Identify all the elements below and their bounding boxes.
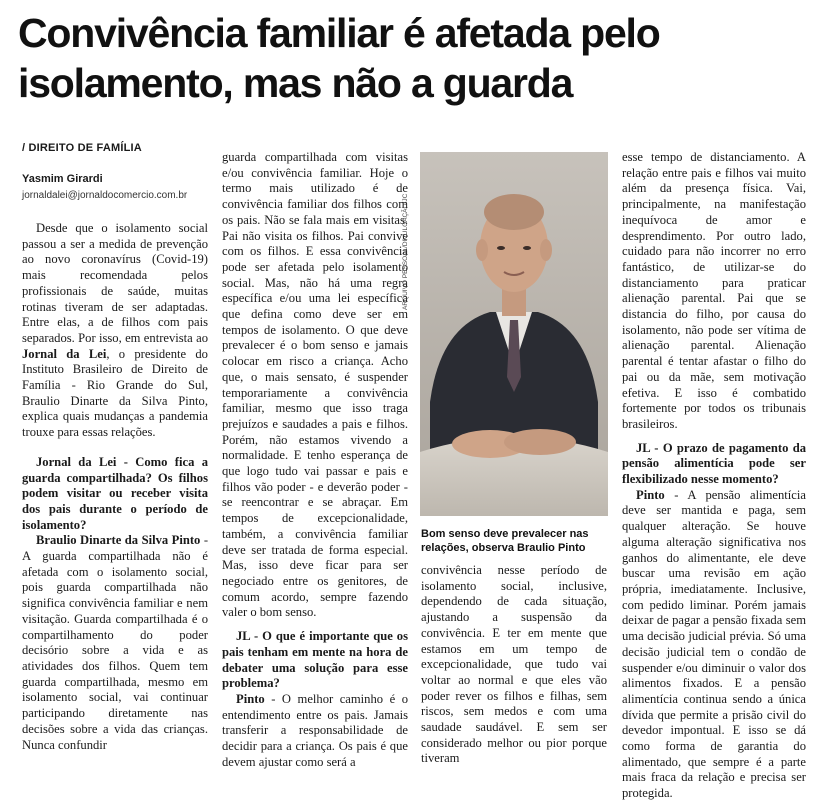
answer-3-text: - A pensão alimentícia deve ser mantida e paga, sem qualquer alteração. Se houve alguma alteração significativa nos ganhos do alimentante, ele deve buscar uma revisão em ação própria, imediatamente. Inclusive, com pedido liminar. Porém jamais deixar de pagar a pensão fixada sem uma decisão judicial prévia. Só uma decisão judicial tem o condão de suspender e/ou diminuir o valor dos alimentos fixados. E a pensão alimentícia continua sendo a única dívida que permite a prisão civil do devedor impontual. E isso se dá como forma de garantia do alimentado, que sempre é a parte mais fraca da relação e precisa ser protegida. <box>622 487 806 801</box>
intro-bold: Jornal da Lei <box>22 346 107 361</box>
section-label: / DIREITO DE FAMÍLIA <box>22 142 142 154</box>
speaker-pinto-2: Pinto <box>636 487 665 502</box>
answer-2-part-3: esse tempo de distanciamento. A relação entre pais e filhos vai muito além da presença física. Vai, principalmente, na manifestação inequívoca de amor e desprendimento. Por outro lado, cuidado para não incorrer no erro fantástico, de utilizar-se do distanciamento para praticar alienação parental. Pai que se distancia do filho, por causa do isolamento, não pode ser vítima de alienação parental. Alienação parental é tentar afastar o filho do pai ou da mãe, sem motivação efetiva. E isso é combatido fortemente por todos os tribunais brasileiros. <box>622 150 806 431</box>
answer-1-part-1 <box>22 533 208 753</box>
portrait-illustration <box>420 152 608 516</box>
intro-text-2: , o presidente do Instituto Brasileiro de Direito de Família - Rio Grande do Sul, Braulio Dinarte da Silva Pinto, explica quais mudanças a pandemia trouxe para essas relações. <box>22 346 208 440</box>
author-email[interactable]: jornaldalei@jornaldocomercio.com.br <box>22 190 188 201</box>
column-4 <box>622 150 806 802</box>
answer-3 <box>622 488 806 802</box>
question-3: JL - O prazo de pagamento da pensão alimentícia pode ser flexibilizado nesse momento? <box>622 440 806 487</box>
answer-2-part-2: convivência nesse período de isolamento social, inclusive, dependendo de cada situação, ajustando a suspensão da convivência. E ter em mente que estamos em um tempo de excepcionalidade, que tudo vai voltar ao normal e que eles vão poder rever os filhos e filhas, sem riscos, sem medos e com uma saudade saudável. E sem ser considerado melhor ou pior porque tiveram <box>421 563 607 766</box>
intro-text-1: Desde que o isolamento social passou a ser a medida de prevenção ao novo coronavírus (Covid-19) mais recomendada pelos profissionais de saúde, muitas rotinas tiveram de ser adaptadas. Entre elas, a de filhos com pais separados. Por isso, em entrevista ao <box>22 221 208 345</box>
photo-caption: Bom senso deve prevalecer nas relações, observa Braulio Pinto <box>421 528 589 554</box>
answer-1-text: - A guarda compartilhada não é afetada com o isolamento social, pois guarda compartilhada não significa convivência familiar e nem visitação. Guarda compartilhada é o compartilhamento do poder decisório sobre a vida e as atividades dos filhos. Quem tem guarda compartilhada, mesmo em isolamento social, vai continuar participando diretamente nas decisões sobre a vida das crianças. Nunca confundir <box>22 533 209 752</box>
column-1 <box>22 221 208 753</box>
column-3 <box>421 563 607 767</box>
photo-credit: ARQUIVO PESSOAL/DIVULGAÇÃO/JC <box>402 193 409 310</box>
portrait-photo <box>420 152 608 516</box>
question-2: JL - O que é importante que os pais tenham em mente na hora de debater uma solução para esse problema? <box>222 629 408 691</box>
intro-paragraph <box>22 221 208 441</box>
answer-2-text: - O melhor caminho é o entendimento entre os pais. Jamais transferir a responsabilidade de decidir para a criança. Os pais é que devem ajustar como será a <box>222 691 408 769</box>
speaker-braulio: Braulio Dinarte da Silva Pinto <box>36 533 201 548</box>
author-name: Yasmim Girardi <box>22 173 103 185</box>
column-2 <box>222 150 408 770</box>
answer-2-part-1 <box>222 692 408 771</box>
speaker-pinto: Pinto <box>236 691 265 706</box>
question-1: Jornal da Lei - Como fica a guarda compartilhada? Os filhos podem visitar ou receber visita dos pais durante o período de isolamento? <box>22 454 208 532</box>
answer-1-part-2: guarda compartilhada com visitas e/ou convivência familiar. Hoje o termo mais utilizado é de convivência familiar dos filhos com os pais. Não se fala mais em visitas. Pai não visita os filhos. Pai convive com os filhos. E essa convivência pode ser afetada pelo isolamento social. Mas, não há uma regra específica e/ou uma lei específica que defina como deve ser em tempos de isolamento. O que deve prevalecer é o bom senso e jamais colocar em risco a criança. Acho que, o mais sensato, é suspender temporariamente a convivência familiar, mesmo que isso traga prejuízos e saudades a pais e filhos. Porém, não estamos vivendo a normalidade. E tenho esperança de que logo tudo vai passar e pais e filhos vão poder - e deverão poder - se reencontrar e se abraçar. Em tempos de excepcionalidade, também, a convivência familiar deve ser tratada de forma especial. Mas, isso deve ficar para ser negociado entre os genitores, de comum acordo, sempre fazendo valer o bom senso. <box>222 150 408 620</box>
headline: Convivência familiar é afetada pelo isolamento, mas não a guarda <box>18 10 660 106</box>
